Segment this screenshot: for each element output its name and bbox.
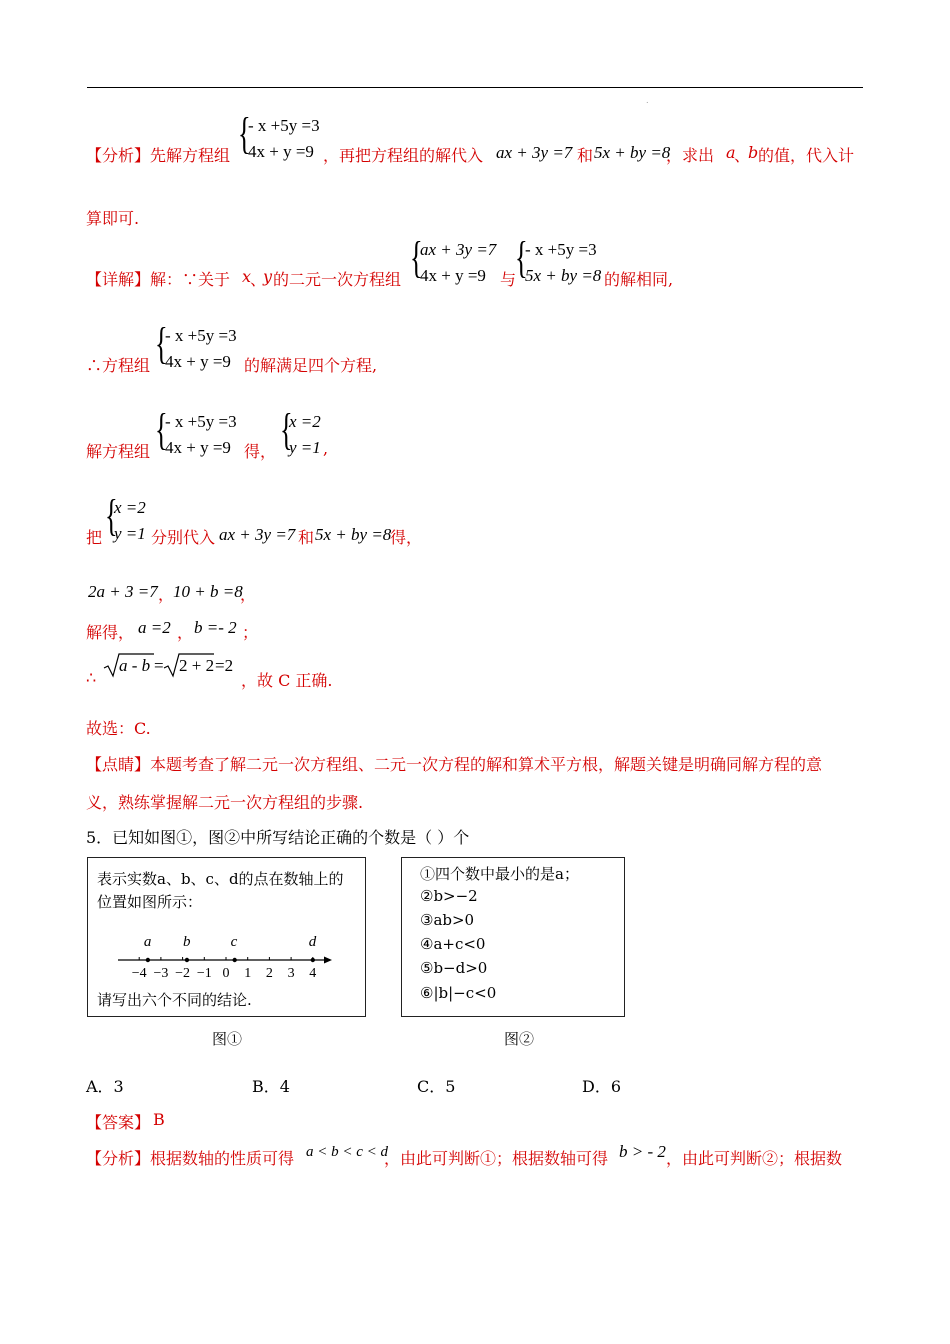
- figure-2-box: [401, 857, 625, 1017]
- equation-1: ax + 3y =7: [219, 525, 296, 544]
- var-x: x: [242, 267, 252, 286]
- fig2-item-4: ④a+c<0: [420, 935, 486, 953]
- line4-end: 的解满足四个方程,: [244, 356, 378, 375]
- line7-sep: ，: [158, 585, 175, 604]
- option-c: C．5: [417, 1077, 456, 1096]
- text-mid: ，再把方程组的解代入: [323, 146, 484, 165]
- system-brace: {: [515, 233, 528, 282]
- text-line2: 算即可.: [86, 209, 140, 228]
- figure-1-box: [87, 857, 366, 1017]
- point-c: [232, 958, 236, 962]
- line6-mid: 分别代入: [151, 528, 216, 547]
- option-b: B．4: [252, 1077, 290, 1096]
- fig1-line2: 位置如图所示：: [97, 893, 203, 911]
- solution-y: y =1: [114, 524, 146, 543]
- tick-label: 0: [222, 966, 230, 981]
- line6-and: 和: [298, 528, 315, 547]
- line8-sep: ，: [177, 623, 194, 642]
- line8-lead: 解得，: [86, 623, 135, 642]
- tick-label: 3: [287, 966, 295, 981]
- sqrt-expr-1: a - b: [119, 656, 151, 675]
- choice-conclusion: 故选：C.: [86, 719, 151, 738]
- solution-x: x =2: [289, 412, 321, 431]
- system-eq1: - x +5y =3: [525, 240, 597, 259]
- analysis-t1: 根据数轴的性质可得: [150, 1149, 295, 1168]
- equation-2: 5x + by =8: [594, 143, 671, 162]
- fig2-item-3: ③ab>0: [420, 911, 475, 929]
- equation-b: 10 + b =8: [173, 582, 243, 601]
- highlight-text-cont: 义，熟练掌握解二元一次方程组的步骤.: [86, 793, 364, 812]
- tick-label: −2: [175, 966, 191, 981]
- highlight-text: 本题考查了解二元一次方程组、二元一次方程的解和算术平方根，解题关键是明确同解方程的意: [150, 755, 823, 774]
- system-brace: {: [155, 405, 168, 454]
- line4-lead: ∴方程组: [86, 356, 151, 375]
- tag-answer: 【答案】: [86, 1113, 151, 1132]
- sqrt-result: =2: [215, 656, 234, 675]
- value-a: a =2: [138, 618, 171, 637]
- system-eq2: 4x + y =9: [248, 142, 314, 161]
- line5-lead: 解方程组: [86, 442, 151, 461]
- solution-brace: {: [280, 405, 293, 454]
- tag-detail: 【详解】: [86, 270, 151, 289]
- solution-x: x =2: [114, 498, 146, 517]
- text-end: 的值，代入计: [758, 146, 855, 165]
- equation-2: 5x + by =8: [315, 525, 392, 544]
- point-a: [146, 958, 150, 962]
- system-eq1: ax + 3y =7: [420, 240, 497, 259]
- fig2-item-5: ⑤b−d>0: [420, 959, 488, 977]
- tick-label: −1: [196, 966, 212, 981]
- point-label-a: a: [143, 934, 152, 950]
- system-brace: {: [155, 319, 168, 368]
- fig2-item-6: ⑥|b|−c<0: [420, 984, 497, 1002]
- text-lead: 先解方程组: [150, 146, 231, 165]
- var-y: y: [263, 267, 273, 286]
- tick-label: −4: [131, 966, 147, 981]
- point-label-c: c: [230, 934, 238, 950]
- equals-sign: =: [154, 656, 164, 675]
- text-tail: ，求出: [666, 146, 715, 165]
- system-eq2: 4x + y =9: [420, 266, 486, 285]
- detail-end: 的解相同,: [604, 270, 674, 289]
- point-b: [185, 958, 189, 962]
- tick-label: −3: [153, 966, 169, 981]
- system-brace: {: [410, 233, 423, 282]
- figure-2-caption: 图②: [504, 1030, 535, 1048]
- inequality-2: b > - 2: [619, 1142, 666, 1161]
- answer-value: B: [153, 1110, 165, 1129]
- var-b: b: [748, 143, 759, 162]
- tick-label: 4: [309, 966, 317, 981]
- tick-label: 2: [265, 966, 273, 981]
- figure-1-caption: 图①: [212, 1030, 243, 1048]
- option-a: A．3: [86, 1077, 124, 1096]
- system-eq1: - x +5y =3: [165, 412, 237, 431]
- fig1-line3: 请写出六个不同的结论.: [97, 991, 252, 1009]
- line7-end: ，: [240, 585, 257, 604]
- solution-brace: {: [105, 491, 118, 540]
- fig1-line1: 表示实数a、b、c、d的点在数轴上的: [97, 870, 344, 888]
- corner-dot: .: [646, 96, 649, 105]
- tag-analysis: 【分析】: [86, 146, 151, 165]
- detail-lead: 解：∵关于: [150, 270, 231, 289]
- text-sep: 、: [734, 146, 751, 165]
- analysis-t2: ，由此可判断①；根据数轴可得: [384, 1149, 609, 1168]
- line6-lead: 把: [86, 528, 103, 547]
- therefore-symbol: ∴: [86, 668, 97, 687]
- text-and: 和: [577, 146, 594, 165]
- analysis-t3: ，由此可判断②；根据数: [666, 1149, 843, 1168]
- detail-mid: 的二元一次方程组: [273, 270, 402, 289]
- system-eq2: 4x + y =9: [165, 438, 231, 457]
- point-label-b: b: [182, 934, 191, 950]
- option-d: D．6: [582, 1077, 622, 1096]
- value-b: b =- 2: [194, 618, 237, 637]
- point-label-d: d: [308, 934, 317, 950]
- line5-end: ,: [323, 439, 329, 458]
- question-5: 5．已知如图①，图②中所写结论正确的个数是（ ）个: [86, 828, 470, 847]
- line5-mid: 得，: [244, 442, 277, 461]
- header-rule: [87, 87, 863, 88]
- detail-sep: 、: [250, 270, 267, 289]
- system-eq1: - x +5y =3: [165, 326, 237, 345]
- point-d: [311, 958, 315, 962]
- tick-label: 1: [244, 966, 252, 981]
- solution-y: y =1: [289, 438, 321, 457]
- system-brace: {: [238, 109, 251, 158]
- axis-arrow: [324, 957, 332, 964]
- detail-with: 与: [500, 270, 517, 289]
- fig2-item-2: ②b>−2: [420, 887, 478, 905]
- sqrt-expr-2: 2 + 2: [179, 656, 215, 675]
- line8-end: ；: [242, 623, 259, 642]
- fig2-item-1: ①四个数中最小的是a；: [420, 865, 579, 883]
- line9-end: ，故 C 正确.: [241, 671, 333, 690]
- tag-analysis-2: 【分析】: [86, 1149, 151, 1168]
- system-eq1: - x +5y =3: [248, 116, 320, 135]
- system-eq2: 5x + by =8: [525, 266, 602, 285]
- var-a: a: [726, 143, 736, 162]
- line6-end: 得，: [390, 528, 423, 547]
- inequality-1: a < b < c < d: [306, 1144, 389, 1160]
- equation-a: 2a + 3 =7: [88, 582, 158, 601]
- tag-highlight: 【点睛】: [86, 755, 151, 774]
- equation-1: ax + 3y =7: [496, 143, 573, 162]
- system-eq2: 4x + y =9: [165, 352, 231, 371]
